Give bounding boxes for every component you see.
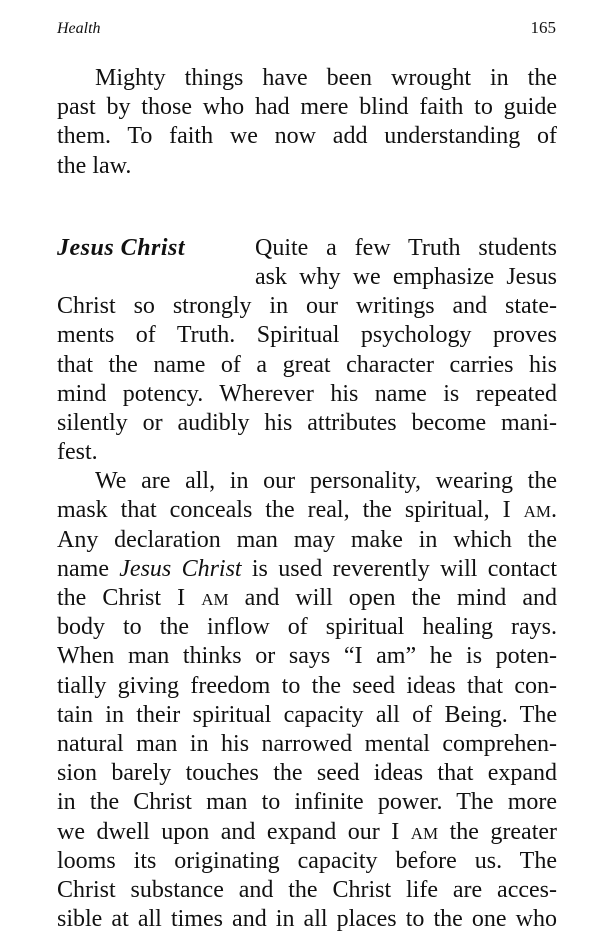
line-text: We are all, in our personality, wearing the: [95, 468, 557, 495]
text-line: [57, 93, 557, 122]
running-head: Health: [57, 20, 101, 37]
line-text: ments of Truth. Spiritual psychology proves: [57, 322, 557, 349]
text-line: [57, 847, 557, 876]
text-line: [57, 876, 557, 905]
text-line: [57, 234, 557, 263]
line-text: mind potency. Wherever his name is repeated: [57, 380, 557, 407]
line-text: Christ so strongly in our writings and state-: [57, 293, 557, 320]
line-text: body to the inflow of spiritual healing rays.: [57, 614, 557, 641]
text-line: [57, 380, 557, 409]
text-line: [57, 122, 557, 151]
italic-name: Jesus Christ: [119, 555, 242, 582]
text-line: [57, 152, 557, 181]
line-text: and will open the mind and: [228, 585, 557, 611]
page-number: 165: [530, 18, 556, 37]
text-line: [57, 496, 557, 525]
line-text: tially giving freedom to the seed ideas that con-: [57, 672, 557, 699]
small-caps-text: am.: [523, 497, 557, 524]
text-line: [57, 321, 557, 350]
small-caps-text: am: [201, 585, 229, 611]
small-caps-text: am: [410, 818, 439, 845]
line-text: the Christ I: [57, 585, 202, 611]
line-text: When man thinks or says “I am” he is poten-: [57, 643, 557, 670]
line-text: sion barely touches the seed ideas that expand: [57, 760, 557, 787]
line-text: looms its originating capacity before us. The: [57, 847, 557, 874]
text-line: [57, 351, 557, 380]
text-line: [57, 292, 557, 321]
text-line: [57, 64, 557, 93]
line-text: is used reverently will contact: [241, 555, 557, 582]
line-text: sible at all times and in all places to the one who: [57, 906, 557, 933]
side-heading: Jesus Christ: [57, 234, 186, 261]
line-text: Any declaration man may make in which the: [57, 526, 557, 553]
text-line: [57, 555, 557, 584]
line-text: the law.: [57, 152, 132, 179]
page-body: [57, 64, 557, 934]
text-line: [57, 701, 557, 730]
text-line: [57, 788, 557, 817]
text-line: [57, 526, 557, 555]
text-line: [57, 467, 557, 496]
text-line: [57, 730, 557, 759]
text-line: [57, 584, 557, 613]
line-text: silently or audibly his attributes become mani-: [57, 409, 557, 436]
text-line: [57, 818, 557, 847]
line-text: past by those who had mere blind faith to guide: [57, 94, 557, 121]
text-line: [57, 672, 557, 701]
text-line: [57, 409, 557, 438]
text-line: [57, 613, 557, 642]
line-text: name: [57, 555, 120, 582]
text-line: [57, 263, 557, 292]
line-text: Quite a few Truth students: [255, 234, 557, 261]
text-line: [57, 905, 557, 934]
line-text: natural man in his narrowed mental comprehen-: [57, 730, 557, 757]
line-text: ask why we emphasize Jesus: [255, 263, 557, 290]
text-line: [57, 438, 557, 467]
line-text: them. To faith we now add understanding of: [57, 123, 557, 150]
line-text: Christ substance and the Christ life are acces-: [57, 876, 557, 903]
section-gap: [57, 181, 557, 234]
line-text: we dwell upon and expand our I: [57, 818, 411, 845]
line-text: in the Christ man to infinite power. The more: [57, 789, 557, 816]
text-line: [57, 759, 557, 788]
line-text: fest.: [57, 439, 98, 466]
line-text: the greater: [438, 818, 558, 845]
text-line: [57, 642, 557, 671]
line-text: Mighty things have been wrought in the: [95, 65, 557, 91]
line-text: mask that conceals the real, the spiritual, I: [57, 497, 524, 524]
line-text: tain in their spiritual capacity all of Being. The: [57, 701, 557, 728]
line-text: that the name of a great character carries his: [57, 351, 557, 378]
